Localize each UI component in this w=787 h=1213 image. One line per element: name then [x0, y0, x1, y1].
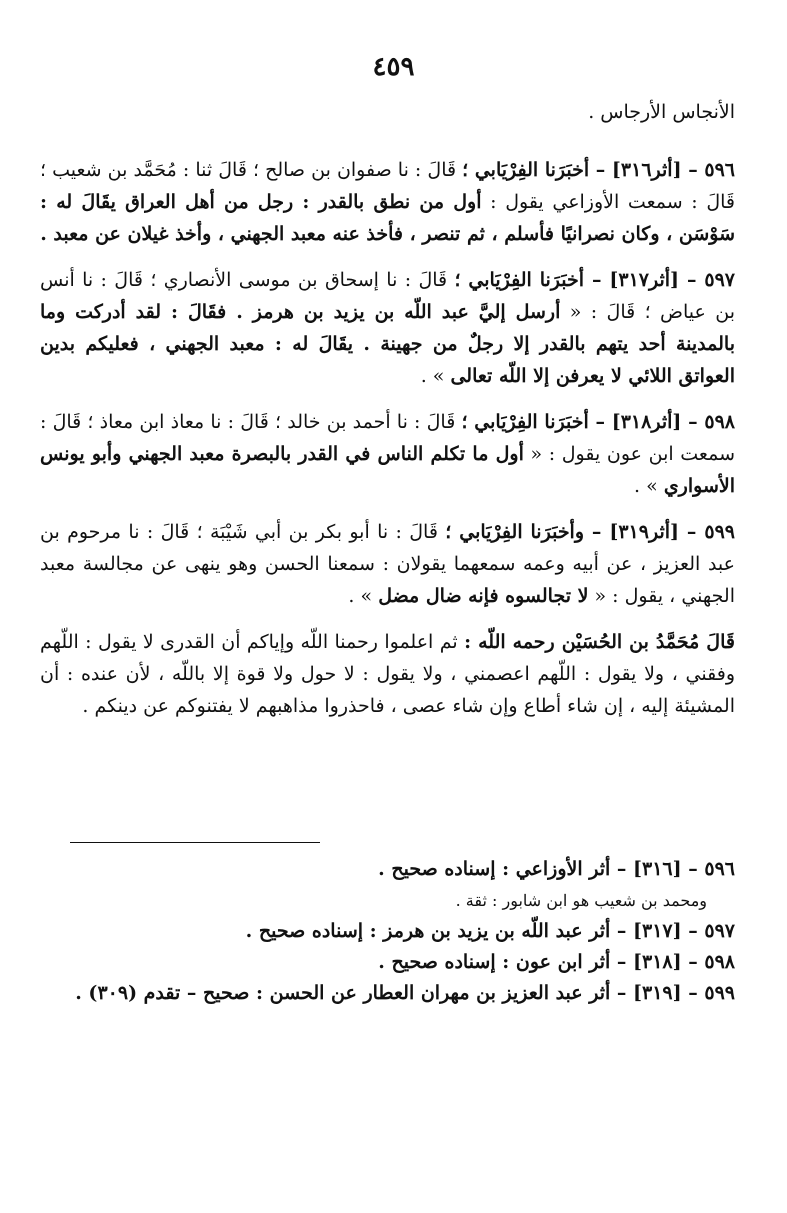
entry-599 — [40, 516, 735, 612]
entry-596 — [40, 154, 735, 250]
entry-heading: ٥٩٨ – [أثر٣١٨] – أخبَرَنا الفِرْيَابي ؛ — [461, 411, 736, 433]
footnote-596: ٥٩٦ – [٣١٦] – أثر الأوزاعي : إسناده صحيح . — [378, 858, 735, 880]
entry-isnad: قَالَ : نا أحمد بن خالد ؛ قَالَ : نا معاذ ابن معاذ ؛ قَالَ : سمعت ابن عون يقول : « — [40, 411, 736, 465]
main-text — [40, 96, 735, 736]
entry-598 — [40, 406, 735, 502]
author-heading: قَالَ مُحَمَّدُ بن الحُسَيْن رحمه اللّه : — [464, 631, 735, 653]
entry-heading: ٥٩٧ – [أثر٣١٧] – أخبَرَنا الفِرْيَابي ؛ — [454, 269, 735, 291]
footnote-596-sub: ومحمد بن شعيب هو ابن شابور : ثقة . — [455, 891, 707, 910]
entry-isnad: قَالَ : نا إسحاق بن موسى الأنصاري ؛ قَالَ : نا أنس بن عياض ؛ قَالَ : « — [40, 269, 735, 323]
continuation-line: الأنجاس الأرجاس . — [588, 101, 735, 123]
footnote-598: ٥٩٨ – [٣١٨] – أثر ابن عون : إسناده صحيح . — [378, 951, 735, 973]
entry-matn: أول من نطق بالقدر : رجل من أهل العراق يقَالَ له : سَوْسَن ، وكان نصرانيًا فأسلم ، ثم تنصر ، فأخذ عنه معبد الجهني ، وأخذ غيلان عن معبد . — [40, 191, 735, 245]
entry-close: » . — [420, 365, 445, 387]
footnote-599: ٥٩٩ – [٣١٩] – أثر عبد العزيز بن مهران العطار عن الحسن : صحيح – تقدم (٣٠٩) . — [75, 982, 735, 1004]
footnote-597: ٥٩٧ – [٣١٧] – أثر عبد اللّه بن يزيد بن هرمز : إسناده صحيح . — [245, 920, 735, 942]
page-number: ٤٥٩ — [372, 52, 415, 82]
entry-close: » . — [348, 585, 373, 607]
footnotes — [40, 854, 735, 1009]
entry-matn: أرسل إليَّ عبد اللّه بن يزيد بن هرمز . فقَالَ : لقد أدركت وما بالمدينة أحد يتهم بالقدر إلا رجلٌ من جهينة . يقَالَ له : معبد الجهني ، فعليكم بدين العواتق اللائي لا يعرفن إلا اللّه تعالى — [40, 301, 735, 387]
entry-isnad: قَالَ : نا صفوان بن صالح ؛ قَالَ ثنا : مُحَمَّد بن شعيب ؛ قَالَ : سمعت الأوزاعي يقول : — [40, 159, 736, 213]
author-text: ثم اعلموا رحمنا اللّه وإياكم أن القدرى لا يقول : اللّهم وفقني ، ولا يقول : اللّهم اعصمني ، ولا يقول : لا حول ولا قوة إلا باللّه ، لأن عنده : أن المشيئة إليه ، إن شاء أطاع وإن شاء عصى ، فاحذروا مذاهبهم لا يفتنوكم عن دينكم . — [40, 631, 735, 717]
footnote-separator — [70, 842, 320, 843]
entry-597 — [40, 264, 735, 392]
entry-matn: أول ما تكلم الناس في القدر بالبصرة معبد الجهني وأبو يونس الأسواري — [40, 443, 735, 497]
entry-heading: ٥٩٦ – [أثر٣١٦] – أخبَرَنا الفِرْيَابي ؛ — [462, 159, 735, 181]
entry-isnad: قَالَ : نا أبو بكر بن أبي شَيْبَة ؛ قَالَ : نا مرحوم بن عبد العزيز ، عن أبيه وعمه سمعهما يقولان : سمعنا الحسن وهو ينهى عن مجالسة معبد الجهني ، يقول : « — [40, 521, 735, 607]
entry-heading: ٥٩٩ – [أثر٣١٩] – وأخبَرَنا الفِرْيَابي ؛ — [445, 521, 735, 543]
author-comment — [40, 626, 735, 722]
entry-close: » . — [634, 475, 658, 497]
entry-matn: لا تجالسوه فإنه ضال مضل — [378, 585, 589, 607]
